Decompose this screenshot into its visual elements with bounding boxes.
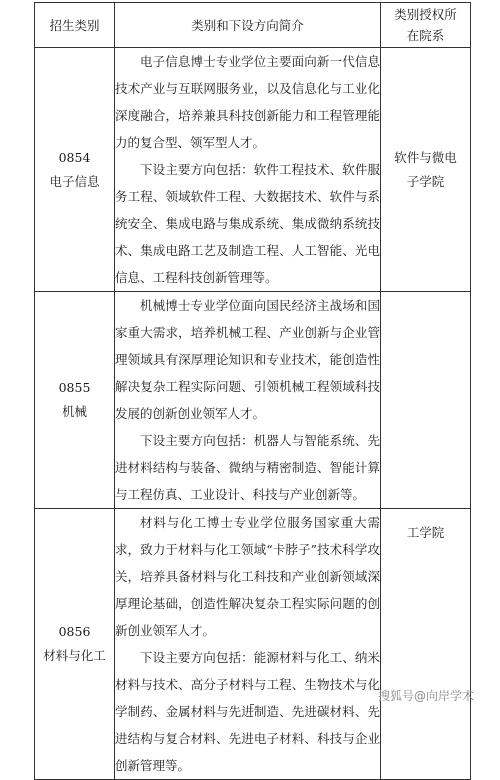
table-row (35, 292, 471, 509)
program-directions: 下设主要方向包括：机器人与智能系统、先进材料结构与装备、微纳与精密制造、智能计算与工程仿真、工业设计、科技与产业创新等。 (115, 433, 380, 502)
header-description: 类别和下设方向简介 (115, 3, 381, 48)
program-intro: 机械博士专业学位面向国民经济主战场和国家重大需求，培养机械工程、产业创新与企业管理领域具有深厚理论知识和专业技术，能创造性解决复杂工程实际问题、引领机械工程领域科技发展的创新创业领军人才。 (115, 298, 380, 421)
category-name: 电子信息 (49, 173, 100, 189)
page-marker (250, 704, 254, 708)
college-cell (381, 48, 471, 292)
program-intro: 电子信息博士专业学位主要面向新一代信息技术产业与互联网服务业，以及信息化与工业化深度融合，培养兼具科技创新能力和工程管理能力的复合型、领军型人才。 (115, 54, 380, 150)
category-code: 0854 (58, 149, 91, 165)
program-intro: 材料与化工博士专业学位服务国家重大需求，致力于材料与化工领域“卡脖子”技术科学攻关，培养具备材料与化工科技和产业创新领域深厚理论基础，创造性解决复杂工程实际问题的创新创业领军人才。 (115, 515, 380, 638)
programs-table (34, 2, 471, 780)
college-name: 工学院 (406, 525, 445, 540)
program-directions: 下设主要方向包括：能源材料与化工、纳米材料与技术、高分子材料与工程、生物技术与化学制药、金属材料与先进制造、先进碳材料、先进结构与复合材料、先进电子材料、科技与企业创新管理等。 (115, 650, 380, 773)
category-cell (35, 292, 115, 509)
header-college (381, 3, 471, 48)
header-college-line2: 在院系 (406, 28, 445, 43)
table-row (35, 509, 471, 780)
header-row (35, 3, 471, 48)
header-college-line1: 类别授权所 (394, 7, 457, 22)
college-name-line2: 子学院 (406, 173, 445, 189)
program-directions: 下设主要方向包括：软件工程技术、软件服务工程、领域软件工程、大数据技术、软件与系统安全、集成电路与集成系统、集成微纳系统技术、集成电路工艺及制造工程、人工智能、光电信息、工程科技创新管理等。 (115, 162, 380, 285)
category-cell (35, 509, 115, 780)
source-watermark: 搜狐号@向岸学术 (377, 689, 474, 703)
college-name-line1: 软件与微电 (394, 149, 457, 165)
category-cell (35, 48, 115, 292)
college-cell (381, 509, 471, 780)
category-code: 0856 (58, 624, 91, 639)
college-cell (381, 292, 471, 509)
table-row (35, 48, 471, 292)
header-category: 招生类别 (35, 3, 115, 48)
description-cell (115, 292, 381, 509)
description-cell (115, 509, 381, 780)
description-cell (115, 48, 381, 292)
category-name: 机械 (61, 404, 87, 419)
category-name: 材料与化工 (43, 648, 106, 663)
category-code: 0855 (58, 380, 91, 395)
